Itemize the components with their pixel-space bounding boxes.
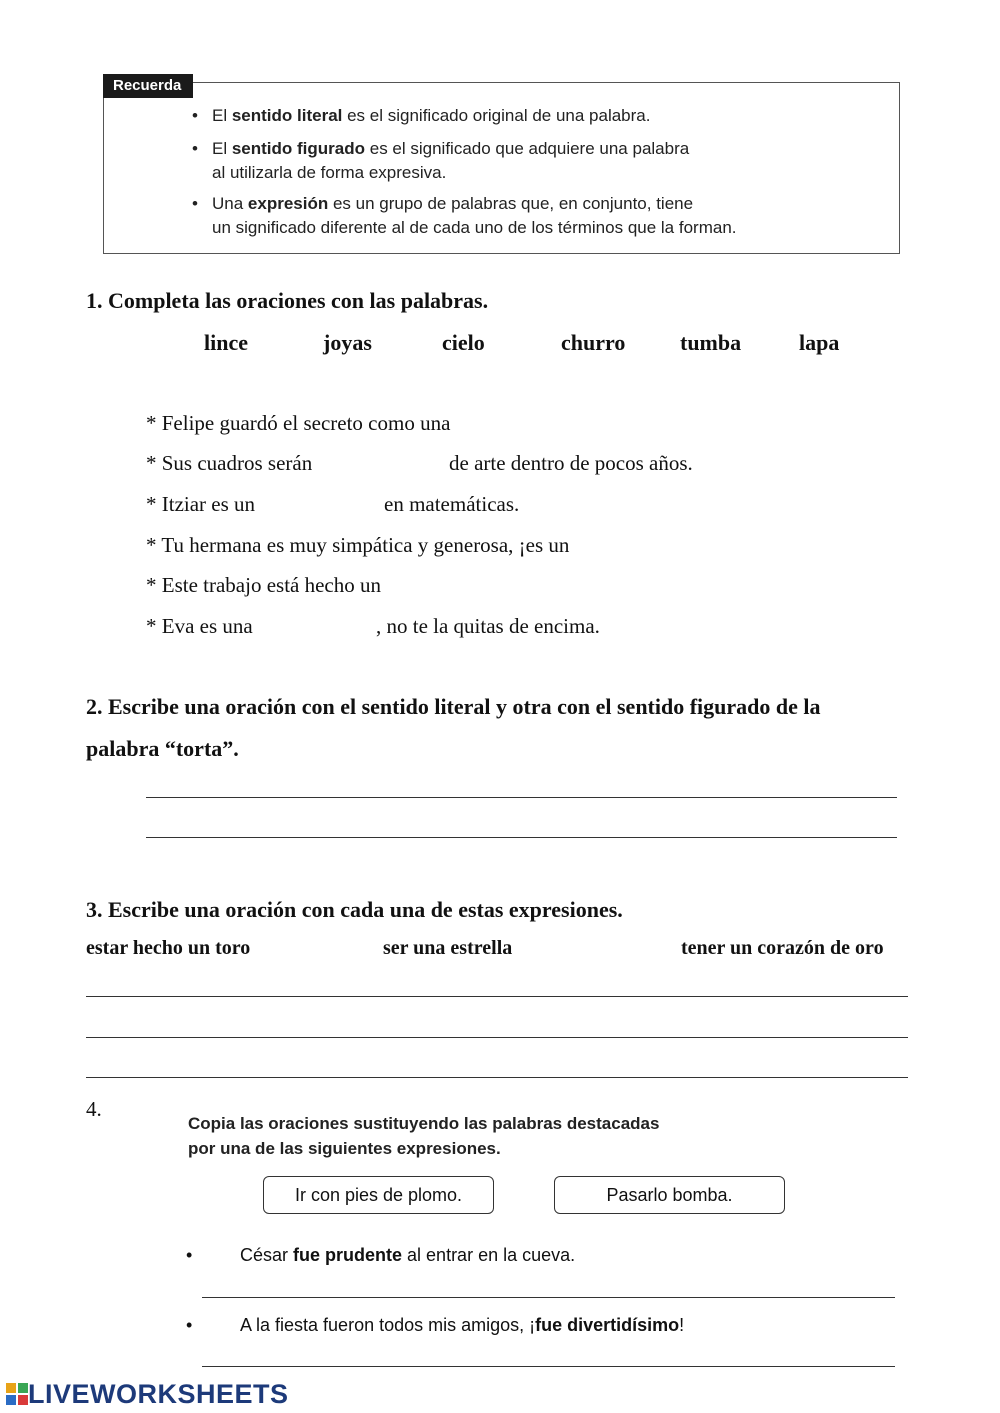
ex4-item-2: A la fiesta fueron todos mis amigos, ¡fue divertidísimo! [240, 1315, 685, 1335]
sentence-3-start: * Itziar es un [146, 492, 256, 516]
ex4-number: 4. [86, 1097, 102, 1121]
answer-line [86, 996, 908, 997]
word-bank-item: lapa [799, 330, 840, 355]
sentence-3-end: en matemáticas. [384, 492, 520, 516]
ex4-item-1: César fue prudente al entrar en la cueva. [240, 1245, 576, 1265]
ex1-title: 1. Completa las oraciones con las palabras. [86, 288, 489, 313]
answer-line [146, 797, 897, 798]
option-box-1: Ir con pies de plomo. [263, 1176, 494, 1214]
answer-line [86, 1037, 908, 1038]
word-bank-item: cielo [442, 330, 485, 355]
bullet-dot: • [192, 194, 198, 213]
sentence-5: * Este trabajo está hecho un [146, 573, 381, 597]
ex4-instruction: Copia las oraciones sustituyendo las palabras destacadas por una de las siguientes expresiones. [188, 1114, 660, 1158]
sentence-6-start: * Eva es una [146, 614, 253, 638]
bullet-dot: • [192, 139, 198, 158]
recuerda-tab: Recuerda [103, 74, 193, 98]
answer-line [202, 1366, 895, 1367]
sentence-2-end: de arte dentro de pocos años. [449, 451, 693, 475]
recuerda-bullet-1: • El sentido literal es el significado original de una palabra. [212, 104, 650, 128]
ex2-title-line1: 2. Escribe una oración con el sentido literal y otra con el sentido figurado de la [86, 694, 821, 719]
logo-icon [6, 1383, 28, 1405]
answer-line [202, 1297, 895, 1298]
ex3-title: 3. Escribe una oración con cada una de estas expresiones. [86, 897, 623, 922]
liveworksheets-logo[interactable] [6, 1380, 289, 1408]
expression-2: ser una estrella [383, 937, 513, 959]
answer-line [86, 1077, 908, 1078]
bullet-dot: • [192, 106, 198, 125]
expression-1: estar hecho un toro [86, 937, 251, 959]
recuerda-bullet-2: • El sentido figurado es el significado que adquiere una palabra al utilizarla de forma expresiva. [192, 139, 690, 182]
expression-3: tener un corazón de oro [681, 937, 884, 959]
ex2-title-line2: palabra “torta”. [86, 736, 239, 761]
word-bank-item: joyas [323, 330, 372, 355]
bullet-dot: • [186, 1315, 193, 1335]
bullet-dot: • [186, 1245, 193, 1265]
sentence-6-end: , no te la quitas de encima. [376, 614, 600, 638]
word-bank-item: tumba [680, 330, 742, 355]
recuerda-bullet-3: • Una expresión es un grupo de palabras que, en conjunto, tiene un significado diferente al de cada uno de los términos que la forman. [192, 194, 737, 237]
sentence-1: * Felipe guardó el secreto como una [146, 411, 451, 435]
answer-line [146, 837, 897, 838]
sentence-2-start: * Sus cuadros serán [146, 451, 313, 475]
sentence-4: * Tu hermana es muy simpática y generosa, ¡es un [146, 533, 570, 557]
word-bank-item: lince [204, 330, 248, 355]
word-bank-item: churro [561, 330, 626, 355]
option-box-2: Pasarlo bomba. [554, 1176, 785, 1214]
logo-text: LIVEWORKSHEETS [28, 1378, 289, 1409]
